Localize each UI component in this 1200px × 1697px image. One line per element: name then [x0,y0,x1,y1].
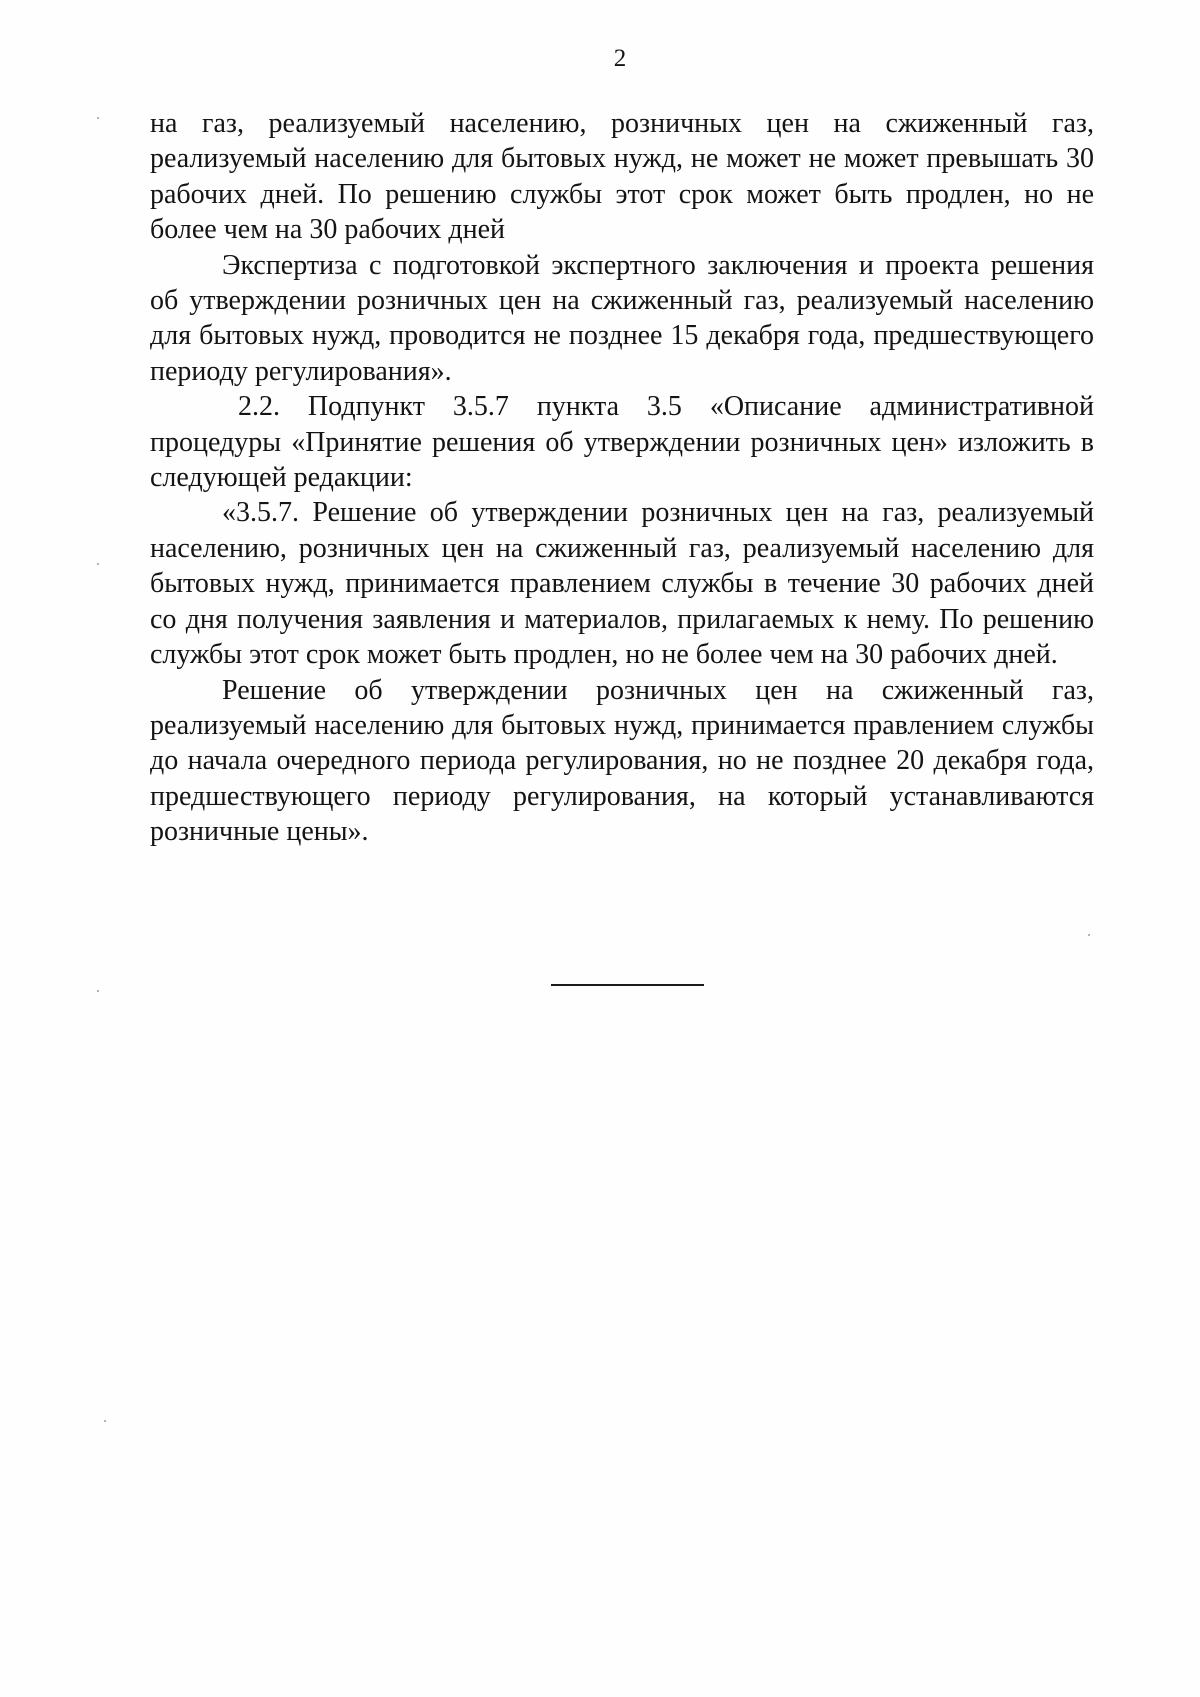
scan-speck [104,1420,106,1422]
scan-speck [97,117,99,119]
paragraph-clause-3-5-7: «3.5.7. Решение об утверждении розничных цен на газ, реализуемый населению, розничных цен на сжиженный газ, реализуемый населению для бытовых нужд, принимается правлением службы в течение 30 рабочих дней со дня получения заявления и материалов, прилагаемых к нему. По решению службы этот срок может быть продлен, но не более чем на 30 рабочих дней. [150,497,1094,671]
page-number: 2 [613,45,627,72]
scan-speck [97,990,99,992]
closing-divider-line [551,984,704,986]
document-body [150,106,1094,850]
paragraph-expertise: Экспертиза с подготовкой экспертного заключения и проекта решения об утверждении розничных цен на сжиженный газ, реализуемый населению для бытовых нужд, проводится не позднее 15 декабря года, предшествующего периоду регулирования». [150,249,1094,387]
paragraph-decision: Решение об утверждении розничных цен на сжиженный газ, реализуемый населению для бытовых нужд, принимается правлением службы до начала очередного периода регулирования, но не позднее 20 декабря года, предшествующего периоду регулирования, на который устанавливаются розничные цены». [150,674,1094,848]
paragraph-clause-2-2: 2.2. Подпункт 3.5.7 пункта 3.5 «Описание административной процедуры «Принятие решения об утверждении розничных цен» изложить в следующей редакции: [150,391,1094,494]
scan-speck [97,563,99,565]
paragraph-continuation: на газ, реализуемый населению, розничных цен на сжиженный газ, реализуемый населению для бытовых нужд, не может не может превышать 30 рабочих дней. По решению службы этот срок может быть продлен, но не более чем на 30 рабочих дней [150,108,1094,246]
scan-speck [1088,934,1090,936]
